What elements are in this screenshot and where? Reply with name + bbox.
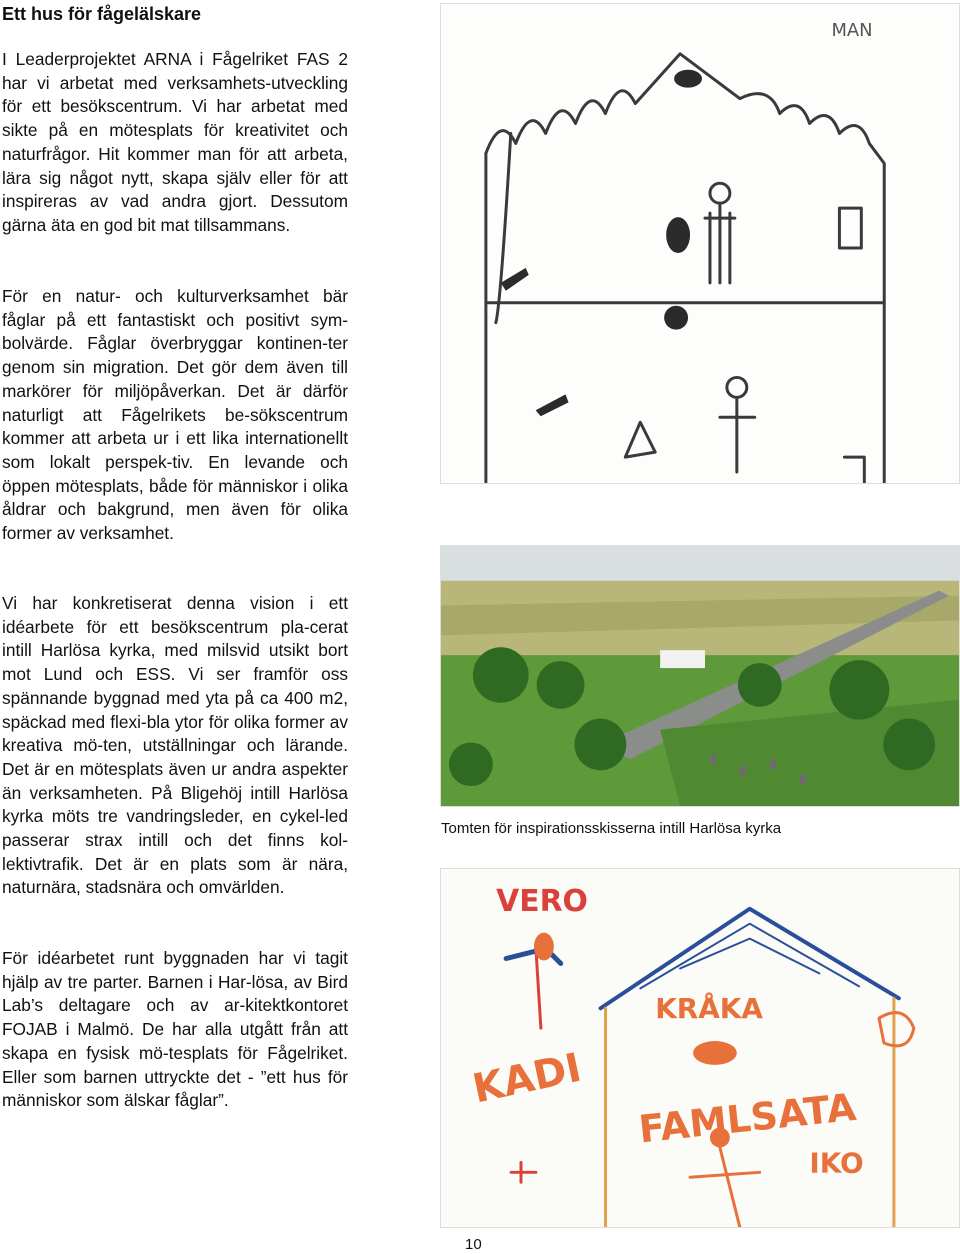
paragraph-partners: För idéarbetet runt byggnaden har vi tagit hjälp av tre parter. Barnen i Har-lösa, av Bird Lab’s deltagare och av ar-kitektkontoret FOJAB i Malmö. De har alla utgått från att skapa en fysisk mö-tesplats för Fågelriket. Eller som barnen uttryckte det - ”ett hus för människor som älskar fåglar”. [2, 948, 348, 1111]
crayon-word-famlsata: FAMLSATA [636, 1084, 858, 1152]
page-number: 10 [465, 1236, 482, 1253]
crayon-word-kraka: KRÅKA [655, 992, 763, 1026]
child-drawing-crayon-house [440, 868, 960, 1228]
article-heading: Ett hus för fågelälskare [2, 4, 202, 24]
crayon-word-iko: IKO [809, 1146, 864, 1180]
paragraph-birds-symbol: För en natur- och kulturverksamhet bär fåglar på ett fantastiskt och positivt sym-bolvärde. Fåglar överbryggar kontinen-ter genom sin migration. Det gör dem även till markörer för miljöpåverkan. Det är därför naturligt att Fågelrikets be-sökscentrum kommer att arbeta ur i ett lika internationellt som lokalt perspek-tiv. En levande och öppen mötesplats, både för människor i olika åldrar och bakgrund, men även för olika former av verksamhet. [2, 286, 348, 544]
photo-caption: Tomten för inspirationsskisserna intill Harlösa kyrka [441, 820, 782, 837]
child-drawing-house [440, 3, 960, 484]
drawing-label-man: MAN [831, 19, 873, 41]
landscape-photo-illustration [441, 546, 959, 806]
site-photo [440, 545, 960, 807]
paragraph-intro: I Leaderprojektet ARNA i Fågelriket FAS 2 har vi arbetat med verksamhets-utveckling för ett besökscentrum. Vi har arbetat med sikte på en mötesplats för kreativitet och naturfrågor. Hit kommer man för att arbeta, lära sig något nytt, skapa själv eller för att inspireras av vad andra gjort. Dessutom gärna äta en god bit mat tillsammans. [2, 49, 348, 235]
crayon-word-vero: VERO [496, 883, 588, 919]
crayon-house-illustration [441, 869, 959, 1227]
house-drawing-illustration [441, 4, 959, 483]
crayon-word-kadi: KADI [468, 1044, 586, 1113]
paragraph-vision: Vi har konkretiserat denna vision i ett idéarbete för ett besökscentrum pla-cerat intill Harlösa kyrka, med milsvid utsikt bort mot Lund och ESS. Vi ser framför oss spännande byggnad med yta på ca 400 m2, späckad med flexi-bla ytor för olika former av kreativa mö-ten, utställningar och lärande. Det är en mötesplats även ur andra aspekter än verksamheten. På Bligehöj intill Harlösa kyrka möts tre vandringsleder, en cykel-led passerar strax intill och det finns kol-lektivtrafik. Det är en plats som är nära, naturnära, stadsnära och omvärlden. [2, 593, 348, 898]
